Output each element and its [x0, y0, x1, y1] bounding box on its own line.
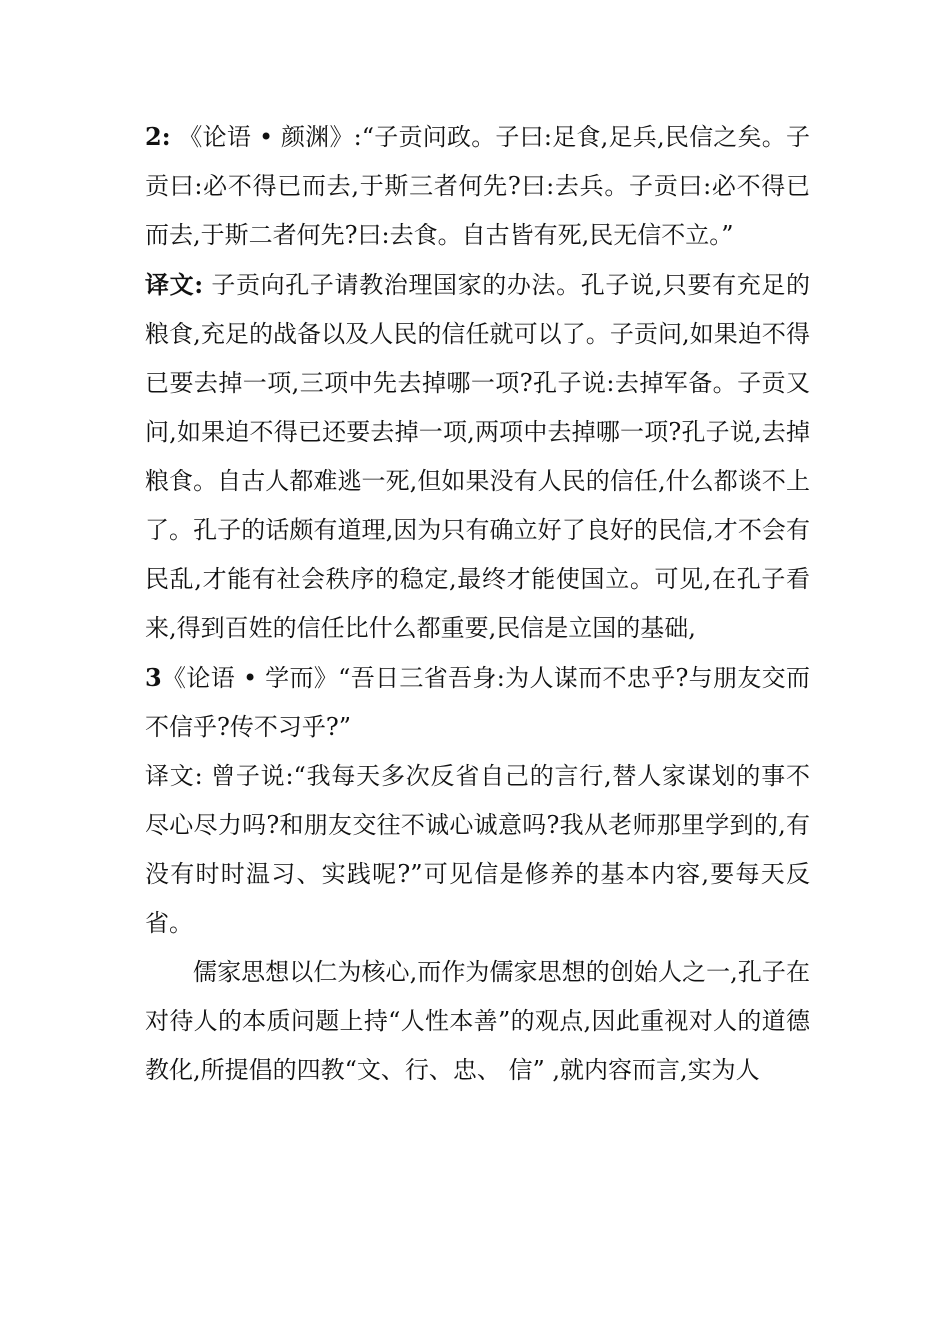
translation-label: 译文: — [145, 270, 204, 299]
paragraph-confucian-thought — [145, 948, 810, 1095]
paragraph-number: 2: — [145, 122, 171, 151]
paragraph-text: 儒家思想以仁为核心,而作为儒家思想的创始人之一,孔子在对待人的本质问题上持“人性本善”的观点,因此重视对人的道德教化,所提倡的四教“文、行、忠、 信” ,就内容而言,实为人 — [145, 958, 810, 1084]
paragraph-yan-yuan-translation — [145, 260, 810, 653]
document-body — [145, 112, 810, 1095]
paragraph-number: 3 — [145, 663, 162, 692]
paragraph-text: 译文: 曾子说:“我每天多次反省自己的言行,替人家谋划的事不尽心尽力吗?和朋友交往不诚心诚意吗?我从老师那里学到的,有没有时时温习、实践呢?”可见信是修养的基本内容,要每天反省。 — [145, 762, 810, 937]
paragraph-xue-er-translation — [145, 752, 810, 948]
paragraph-text: 《论语 • 颜渊》:“子贡问政。子曰:足食,足兵,民信之矣。子贡曰:必不得已而去,于斯三者何先?曰:去兵。子贡曰:必不得已而去,于斯二者何先?曰:去食。自古皆有死,民无信不立。” — [145, 123, 810, 249]
paragraph-text: 《论语 • 学而》“吾日三省吾身:为人谋而不忠乎?与朋友交而不信乎?传不习乎?” — [145, 664, 810, 741]
paragraph-yan-yuan-quote — [145, 112, 810, 260]
paragraph-text: 子贡向孔子请教治理国家的办法。孔子说,只要有充足的粮食,充足的战备以及人民的信任就可以了。子贡问,如果迫不得已要去掉一项,三项中先去掉哪一项?孔子说:去掉军备。子贡又问,如果迫不得已还要去掉一项,两项中去掉哪一项?孔子说,去掉粮食。自古人都难逃一死,但如果没有人民的信任,什么都谈不上了。孔子的话颇有道理,因为只有确立好了良好的民信,才不会有民乱,才能有社会秩序的稳定,最终才能使国立。可见,在孔子看来,得到百姓的信任比什么都重要,民信是立国的基础, — [145, 271, 810, 642]
paragraph-xue-er-quote — [145, 653, 810, 752]
